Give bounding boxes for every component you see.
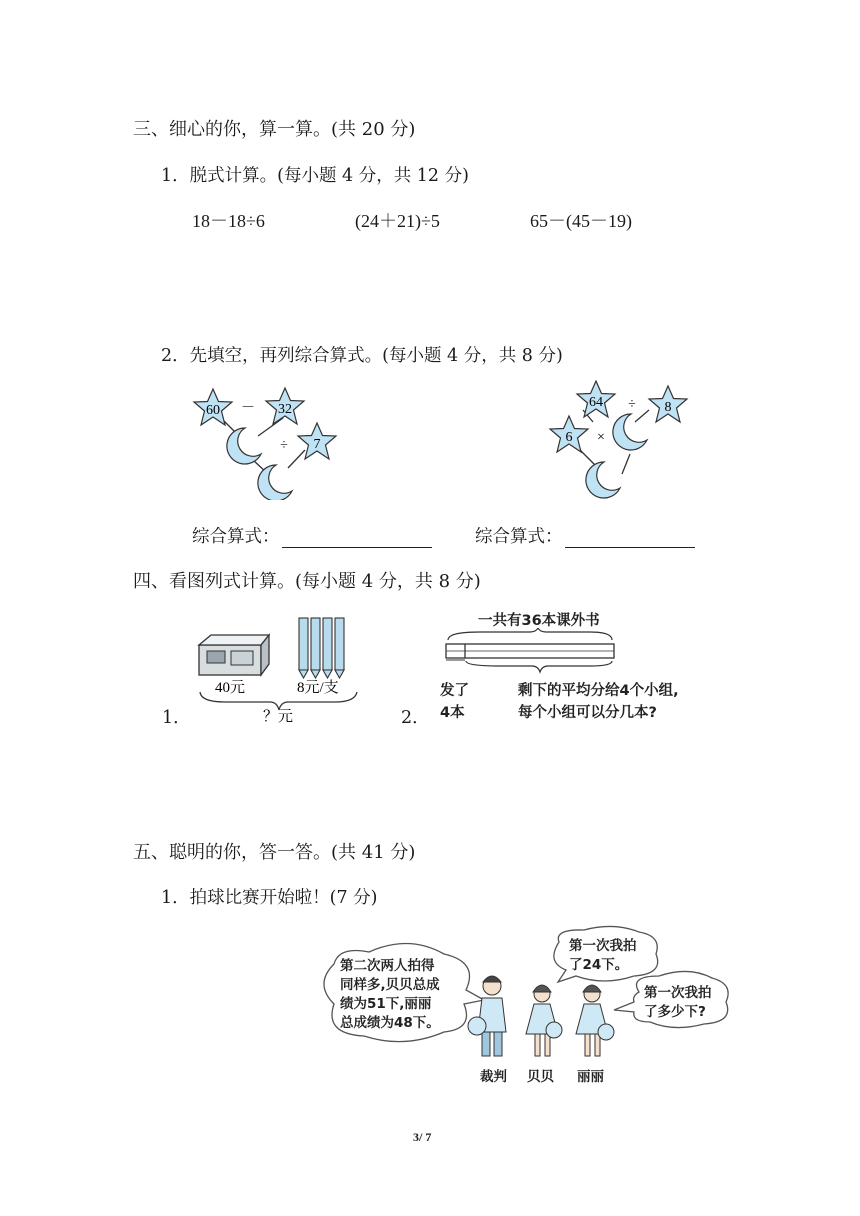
lili-figure: [576, 985, 614, 1056]
problem-1-number: 1．: [162, 708, 191, 728]
bubble-line: 了24下。: [569, 957, 629, 973]
star-value: 32: [278, 402, 292, 417]
star-value: 8: [664, 400, 672, 415]
answer-label: 综合算式：: [475, 527, 563, 547]
item-1-price: 40元: [215, 680, 246, 696]
bubble-right-text: [644, 984, 712, 1022]
section4-title: 四、看图列式计算。(每小题 4 分，共 8 分): [133, 571, 481, 592]
star-value: 64: [589, 395, 603, 410]
given-label-line2: 4本: [440, 705, 465, 721]
total-question: ？元: [263, 709, 294, 725]
referee-figure: [468, 976, 506, 1056]
left-operation-diagram: [185, 380, 355, 500]
expression-1: 18－18÷6: [192, 211, 265, 231]
operator: ÷: [280, 438, 288, 453]
expression-3: 65－(45－19): [530, 211, 632, 231]
rest-label-line1: 剩下的平均分给4个小组,: [518, 683, 679, 699]
bubble-left-text: [340, 957, 440, 1033]
bubble-line: 第一次我拍: [569, 938, 637, 954]
star-value: 7: [313, 437, 321, 452]
star-value: 60: [206, 403, 220, 418]
answer-blank[interactable]: [565, 529, 695, 548]
rest-label-line2: 每个小组可以分几本?: [518, 705, 657, 721]
section3-q1-title: 1．脱式计算。(每小题 4 分，共 12 分): [161, 166, 469, 186]
name-beibei: 贝贝: [527, 1069, 554, 1085]
bubble-line: 总成绩为48下。: [340, 1015, 440, 1031]
moon-icon: [227, 428, 261, 464]
pens-icon: [299, 618, 344, 678]
item-2-price: 8元/支: [297, 680, 339, 696]
section5-title: 五、聪明的你，答一答。(共 41 分): [133, 842, 416, 863]
given-label-line1: 发了: [440, 683, 469, 699]
section3-q2-title: 2．先填空，再列综合算式。(每小题 4 分，共 8 分): [161, 346, 563, 366]
answer-line-left: [192, 523, 432, 548]
right-operation-diagram: [545, 380, 715, 500]
bubble-top-text: [569, 937, 637, 975]
bubble-line: 了多少下?: [644, 1004, 706, 1020]
bubble-line: 绩为51下,丽丽: [340, 996, 432, 1012]
bubble-line: 第一次我拍: [644, 985, 712, 1001]
answer-blank[interactable]: [282, 529, 432, 548]
operator: －: [241, 401, 255, 416]
problem-1-figure: [195, 612, 365, 727]
bubble-line: 第二次两人拍得: [340, 958, 435, 974]
expression-2: (24＋21)÷5: [355, 211, 440, 231]
page-number: 3/ 7: [413, 1130, 432, 1144]
total-books-label: 一共有36本课外书: [478, 613, 600, 629]
section5-q1-title: 1．拍球比赛开始啦！(7 分): [161, 888, 378, 908]
answer-line-right: [475, 523, 695, 548]
problem-2-number: 2．: [401, 708, 430, 728]
operator: ÷: [628, 397, 636, 412]
star-value: 6: [565, 430, 573, 445]
bubble-line: 同样多,贝贝总成: [340, 977, 440, 993]
moon-icon: [258, 465, 292, 500]
section3-title: 三、细心的你，算一算。(共 20 分): [133, 119, 416, 140]
moon-icon: [586, 462, 620, 498]
moon-icon: [613, 414, 647, 450]
answer-label: 综合算式：: [192, 527, 280, 547]
name-lili: 丽丽: [577, 1069, 604, 1085]
segment-bar: [440, 628, 630, 678]
pencil-box-icon: [199, 635, 269, 675]
operator: ×: [597, 430, 605, 445]
name-referee: 裁判: [480, 1069, 507, 1085]
beibei-figure: [526, 985, 562, 1056]
